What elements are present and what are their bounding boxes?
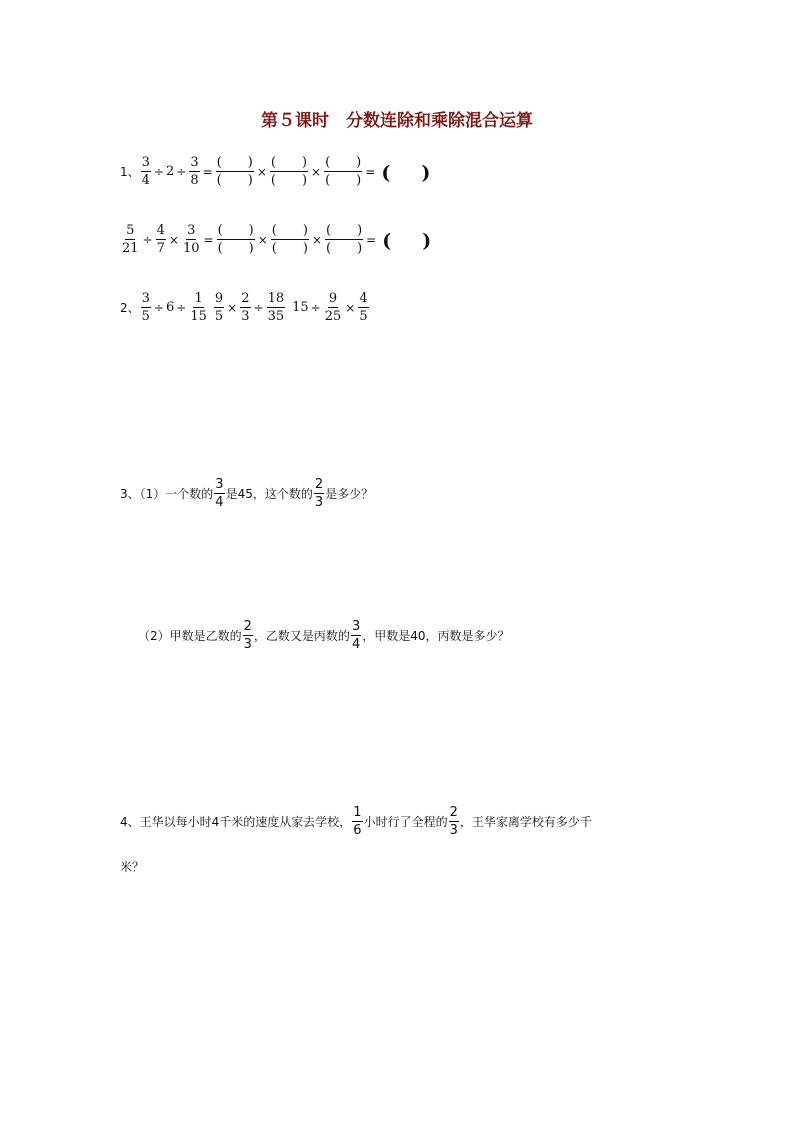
integer: 2 bbox=[165, 164, 175, 179]
times-sign: × bbox=[168, 232, 179, 247]
times-sign: × bbox=[311, 164, 322, 179]
q1-line2 bbox=[120, 222, 437, 257]
fraction: $\frac{2}{3}$ bbox=[314, 477, 324, 510]
fraction: $\frac{3}{4}$ bbox=[351, 619, 361, 652]
q2-number: 2、 bbox=[120, 301, 140, 315]
page-title: 第５课时 分数连除和乘除混合运算 bbox=[261, 111, 533, 131]
q3-part2-text-a: （2）甲数是乙数的 bbox=[138, 629, 242, 643]
fraction: $\frac{4}{5}$ bbox=[359, 291, 368, 324]
equals-sign: = bbox=[202, 164, 213, 179]
fraction: $\frac{3}{8}$ bbox=[190, 155, 199, 188]
fraction: $\frac{2}{3}$ bbox=[449, 805, 458, 838]
times-sign: × bbox=[345, 300, 356, 315]
divide-sign: ÷ bbox=[142, 232, 153, 247]
blank-fraction[interactable]: $\frac{( )}{( )}$ bbox=[216, 155, 253, 188]
fraction: $\frac{1}{15}$ bbox=[190, 291, 207, 324]
q4-text-c: ，王华家离学校有多少千 bbox=[459, 815, 592, 829]
fraction: $\frac{4}{7}$ bbox=[156, 223, 165, 256]
fraction: $\frac{3}{4}$ bbox=[215, 477, 224, 510]
answer-blank[interactable]: ( ) bbox=[382, 230, 438, 252]
q1-number: 1、 bbox=[120, 165, 140, 179]
fraction: $\frac{3}{10}$ bbox=[182, 223, 200, 256]
times-sign: × bbox=[227, 300, 238, 315]
equals-sign: = bbox=[203, 232, 214, 247]
fraction: $\frac{9}{5}$ bbox=[214, 291, 224, 324]
blank-fraction[interactable]: $\frac{( )}{( )}$ bbox=[325, 155, 362, 188]
divide-sign: ÷ bbox=[176, 300, 187, 315]
fraction: $\frac{3}{5}$ bbox=[141, 291, 150, 324]
q4-text-b: 小时行了全程的 bbox=[363, 815, 448, 829]
fraction: $\frac{2}{3}$ bbox=[243, 619, 252, 652]
equals-sign: = bbox=[365, 164, 376, 179]
fraction: $\frac{3}{4}$ bbox=[141, 155, 150, 188]
q3-part1-text-a: 3、（1）一个数的 bbox=[120, 487, 214, 501]
equals-sign: = bbox=[366, 232, 377, 247]
q2-line bbox=[120, 290, 370, 325]
divide-sign: ÷ bbox=[176, 164, 187, 179]
divide-sign: ÷ bbox=[253, 300, 264, 315]
fraction: $\frac{5}{21}$ bbox=[122, 223, 139, 256]
fraction: $\frac{2}{3}$ bbox=[241, 291, 250, 324]
q1-line1 bbox=[120, 154, 436, 189]
divide-sign: ÷ bbox=[153, 164, 164, 179]
q4-line1 bbox=[120, 804, 592, 839]
fraction: $\frac{1}{6}$ bbox=[353, 805, 362, 838]
integer: 6 bbox=[165, 300, 175, 315]
integer: 15 bbox=[292, 300, 309, 315]
times-sign: × bbox=[256, 164, 267, 179]
q4-line2: 米？ bbox=[120, 860, 145, 874]
blank-fraction[interactable]: $\frac{( )}{( )}$ bbox=[270, 155, 308, 188]
answer-blank[interactable]: ( ) bbox=[381, 162, 437, 184]
fraction: $\frac{9}{25}$ bbox=[324, 291, 342, 324]
divide-sign: ÷ bbox=[153, 300, 164, 315]
divide-sign: ÷ bbox=[310, 300, 321, 315]
q3-part1-text-b: 是45，这个数的 bbox=[225, 487, 313, 501]
fraction: $\frac{18}{35}$ bbox=[267, 291, 285, 324]
q3-part1 bbox=[120, 476, 373, 511]
blank-fraction[interactable]: $\frac{( )}{( )}$ bbox=[217, 223, 254, 256]
q4-text-a: 4、王华以每小时4千米的速度从家去学校， bbox=[120, 815, 352, 829]
q3-part1-text-c: 是多少？ bbox=[325, 487, 374, 501]
times-sign: × bbox=[311, 232, 322, 247]
blank-fraction[interactable]: $\frac{( )}{( )}$ bbox=[271, 223, 308, 256]
q3-part2 bbox=[138, 618, 510, 653]
times-sign: × bbox=[257, 232, 268, 247]
q3-part2-text-b: ，乙数又是丙数的 bbox=[253, 629, 350, 643]
blank-fraction[interactable]: $\frac{( )}{( )}$ bbox=[326, 223, 363, 256]
q3-part2-text-c: ，甲数是40，丙数是多少？ bbox=[362, 629, 510, 643]
